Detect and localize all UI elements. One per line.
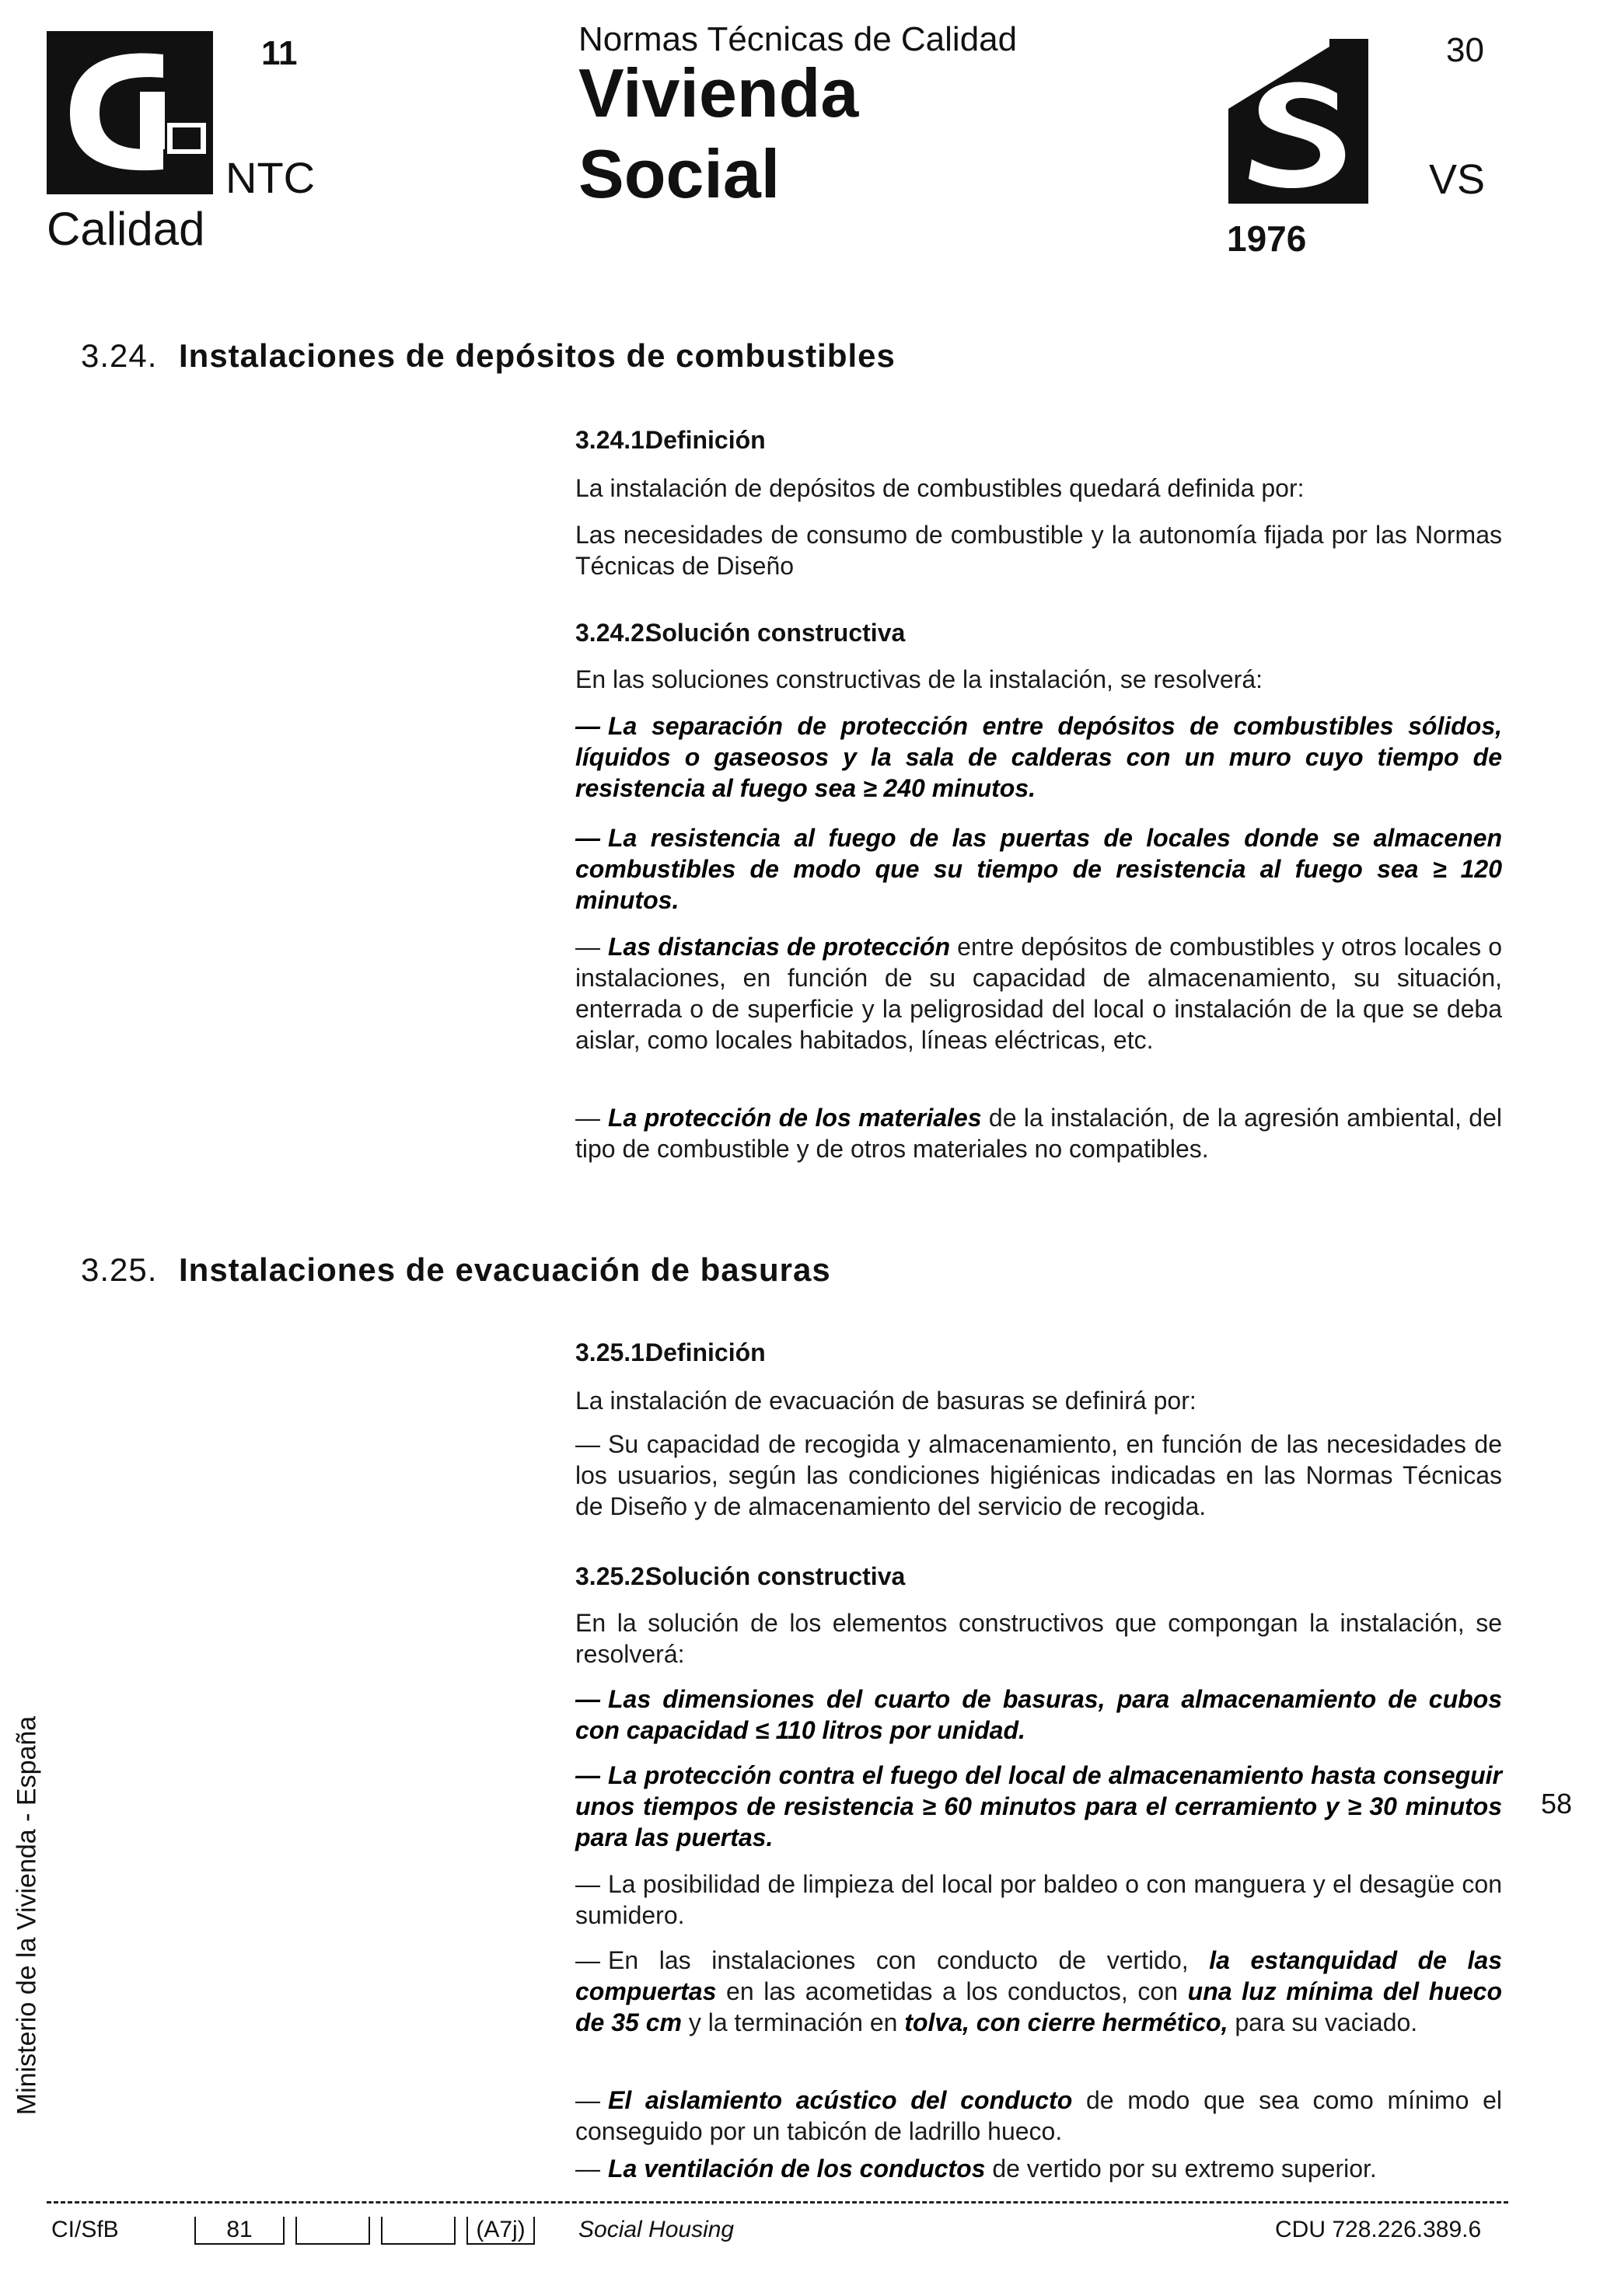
list-item (575, 822, 1502, 916)
subsection-3-24-2-title (575, 619, 905, 647)
section-title-text: Instalaciones de evacuación de basuras (179, 1251, 831, 1288)
cisfb-box-1 (194, 2217, 285, 2245)
paragraph: Las necesidades de consumo de combustible y la autonomía fijada por las Normas Técnicas de Diseño (575, 521, 1502, 580)
dash: — (575, 1761, 600, 1789)
list-item (575, 1429, 1502, 1522)
cisfb-box-2 (295, 2217, 370, 2245)
dash: — (575, 933, 600, 961)
subsection-title-text: Definición (645, 1338, 766, 1366)
dash: — (575, 712, 600, 740)
list-item-text: en las acometidas a los conductos, con (716, 1977, 1188, 2005)
list-item (575, 1684, 1502, 1746)
section-title-text: Instalaciones de depósitos de combustibles (179, 337, 896, 374)
header-number-left: 11 (261, 34, 298, 72)
cisfb-box-4-text: (A7j) (476, 2217, 526, 2242)
list-item-text: Su capacidad de recogida y almacenamiento, en función de las necesidades de los usuarios, según las condiciones higiénicas indicadas en las Normas Técnicas de Diseño y de almacenamiento del servicio de recogida. (575, 1430, 1502, 1520)
list-item (575, 710, 1502, 804)
subsection-number: 3.25.1. (575, 1338, 652, 1366)
list-item-text: y la terminación en (681, 2008, 905, 2036)
cisfb-label: CI/SfB (51, 2217, 119, 2242)
header-title: Normas Técnicas de Calidad (578, 20, 1018, 58)
paragraph: En las soluciones constructivas de la instalación, se resolverá: (575, 665, 1263, 693)
subsection-title-text: Solución constructiva (645, 1562, 906, 1590)
dash: — (575, 1104, 600, 1132)
subsection-title-text: Definición (645, 426, 766, 454)
emphasis: Las distancias de protección (608, 933, 951, 961)
emphasis: La ventilación de los conductos (608, 2155, 986, 2183)
subsection-3-24-1-title (575, 426, 766, 455)
emphasis: La protección de los materiales (608, 1104, 982, 1132)
list-item-text: de modo que sea como mínimo el conseguido por un tabicón de ladrillo hueco. (575, 2086, 1503, 2145)
subsection-number: 3.24.2. (575, 619, 652, 647)
emphasis: una luz mínima del hueco de 35 cm (575, 1977, 1503, 2036)
list-item (575, 2085, 1502, 2147)
emphasis: la estanquidad de las compuertas (575, 1946, 1503, 2005)
footer-divider (47, 2201, 1508, 2204)
subsection-3-25-1-title (575, 1338, 766, 1367)
dash: — (575, 1685, 600, 1713)
subsection-title-text: Solución constructiva (645, 619, 906, 647)
dash: — (575, 1946, 600, 1974)
section-number: 3.24. (81, 337, 158, 374)
calidad-label: Calidad (47, 203, 205, 255)
cisfb-box-3 (381, 2217, 456, 2245)
list-item-text: Las dimensiones del cuarto de basuras, para almacenamiento de cubos con capacidad ≤ 110 litros por unidad. (575, 1685, 1502, 1744)
list-item (575, 1869, 1502, 1931)
header-number-right: 30 (1446, 31, 1484, 69)
cisfb-box-1-text: 81 (226, 2217, 253, 2242)
page-number: 58 (1541, 1788, 1573, 1820)
list-item (575, 1102, 1502, 1164)
header-title-social: Social (578, 135, 781, 212)
list-item-text: La resistencia al fuego de las puertas de locales donde se almacenen combustibles de modo que su tiempo de resistencia al fuego sea ≥ 120 minutos. (575, 824, 1502, 914)
subsection-number: 3.25.2. (575, 1562, 652, 1590)
list-item-text: La posibilidad de limpieza del local por baldeo o con manguera y el desagüe con sumidero. (575, 1870, 1502, 1929)
paragraph: En la solución de los elementos constructivos que compongan la instalación, se resolverá: (575, 1609, 1502, 1668)
header-title-vivienda: Vivienda (578, 54, 859, 131)
list-item (575, 931, 1502, 1056)
list-item-text: La protección contra el fuego del local de almacenamiento hasta conseguir unos tiempos de resistencia ≥ 60 minutos para el cerramiento y ≥ 30 minutos para las puertas. (575, 1761, 1502, 1851)
subsection-3-25-2-title (575, 1562, 905, 1591)
dash: — (575, 824, 600, 852)
list-item-text: de vertido por su extremo superior. (985, 2155, 1377, 2183)
calidad-logo (47, 31, 213, 194)
list-item (575, 1945, 1502, 2038)
section-3-25-title (81, 1251, 831, 1289)
vs-label: VS (1429, 156, 1486, 203)
list-item-text: de la instalación, de la agresión ambiental, del tipo de combustible y de otros materiales no compatibles. (575, 1104, 1503, 1163)
emphasis: tolva, con cierre hermético, (904, 2008, 1228, 2036)
subsection-number: 3.24.1. (575, 426, 652, 454)
paragraph: La instalación de evacuación de basuras se definirá por: (575, 1387, 1197, 1415)
list-item-text: para su vaciado. (1228, 2008, 1418, 2036)
paragraph: La instalación de depósitos de combustibles quedará definida por: (575, 474, 1305, 502)
list-item (575, 2153, 1502, 2184)
vivienda-social-logo (1221, 39, 1401, 204)
ntc-label: NTC (225, 153, 316, 202)
section-3-24-title (81, 337, 896, 375)
dash: — (575, 2155, 600, 2183)
list-item-text: entre depósitos de combustibles y otros locales o instalaciones, en función de su capacidad de almacenamiento, su situación, enterrada o de superficie y la peligrosidad del local o instalación de la que se deba aislar, como locales habitados, líneas eléctricas, etc. (575, 933, 1503, 1054)
dash: — (575, 1430, 600, 1458)
list-item-text: La separación de protección entre depósitos de combustibles sólidos, líquidos o gaseosos y la sala de calderas con un muro cuyo tiempo de resistencia al fuego sea ≥ 240 minutos. (575, 712, 1502, 802)
year-label: 1976 (1227, 218, 1307, 259)
list-item (575, 1760, 1502, 1853)
section-number: 3.25. (81, 1251, 158, 1288)
ministry-side-text: Ministerio de la Vivienda - España (12, 1715, 42, 2116)
dash: — (575, 1870, 600, 1898)
cdu-code: CDU 728.226.389.6 (1275, 2217, 1482, 2242)
emphasis: El aislamiento acústico del conducto (608, 2086, 1073, 2114)
cisfb-box-4 (466, 2217, 535, 2245)
social-housing-label: Social Housing (578, 2217, 735, 2242)
list-item-text: En las instalaciones con conducto de vertido, (608, 1946, 1210, 1974)
dash: — (575, 2086, 600, 2114)
